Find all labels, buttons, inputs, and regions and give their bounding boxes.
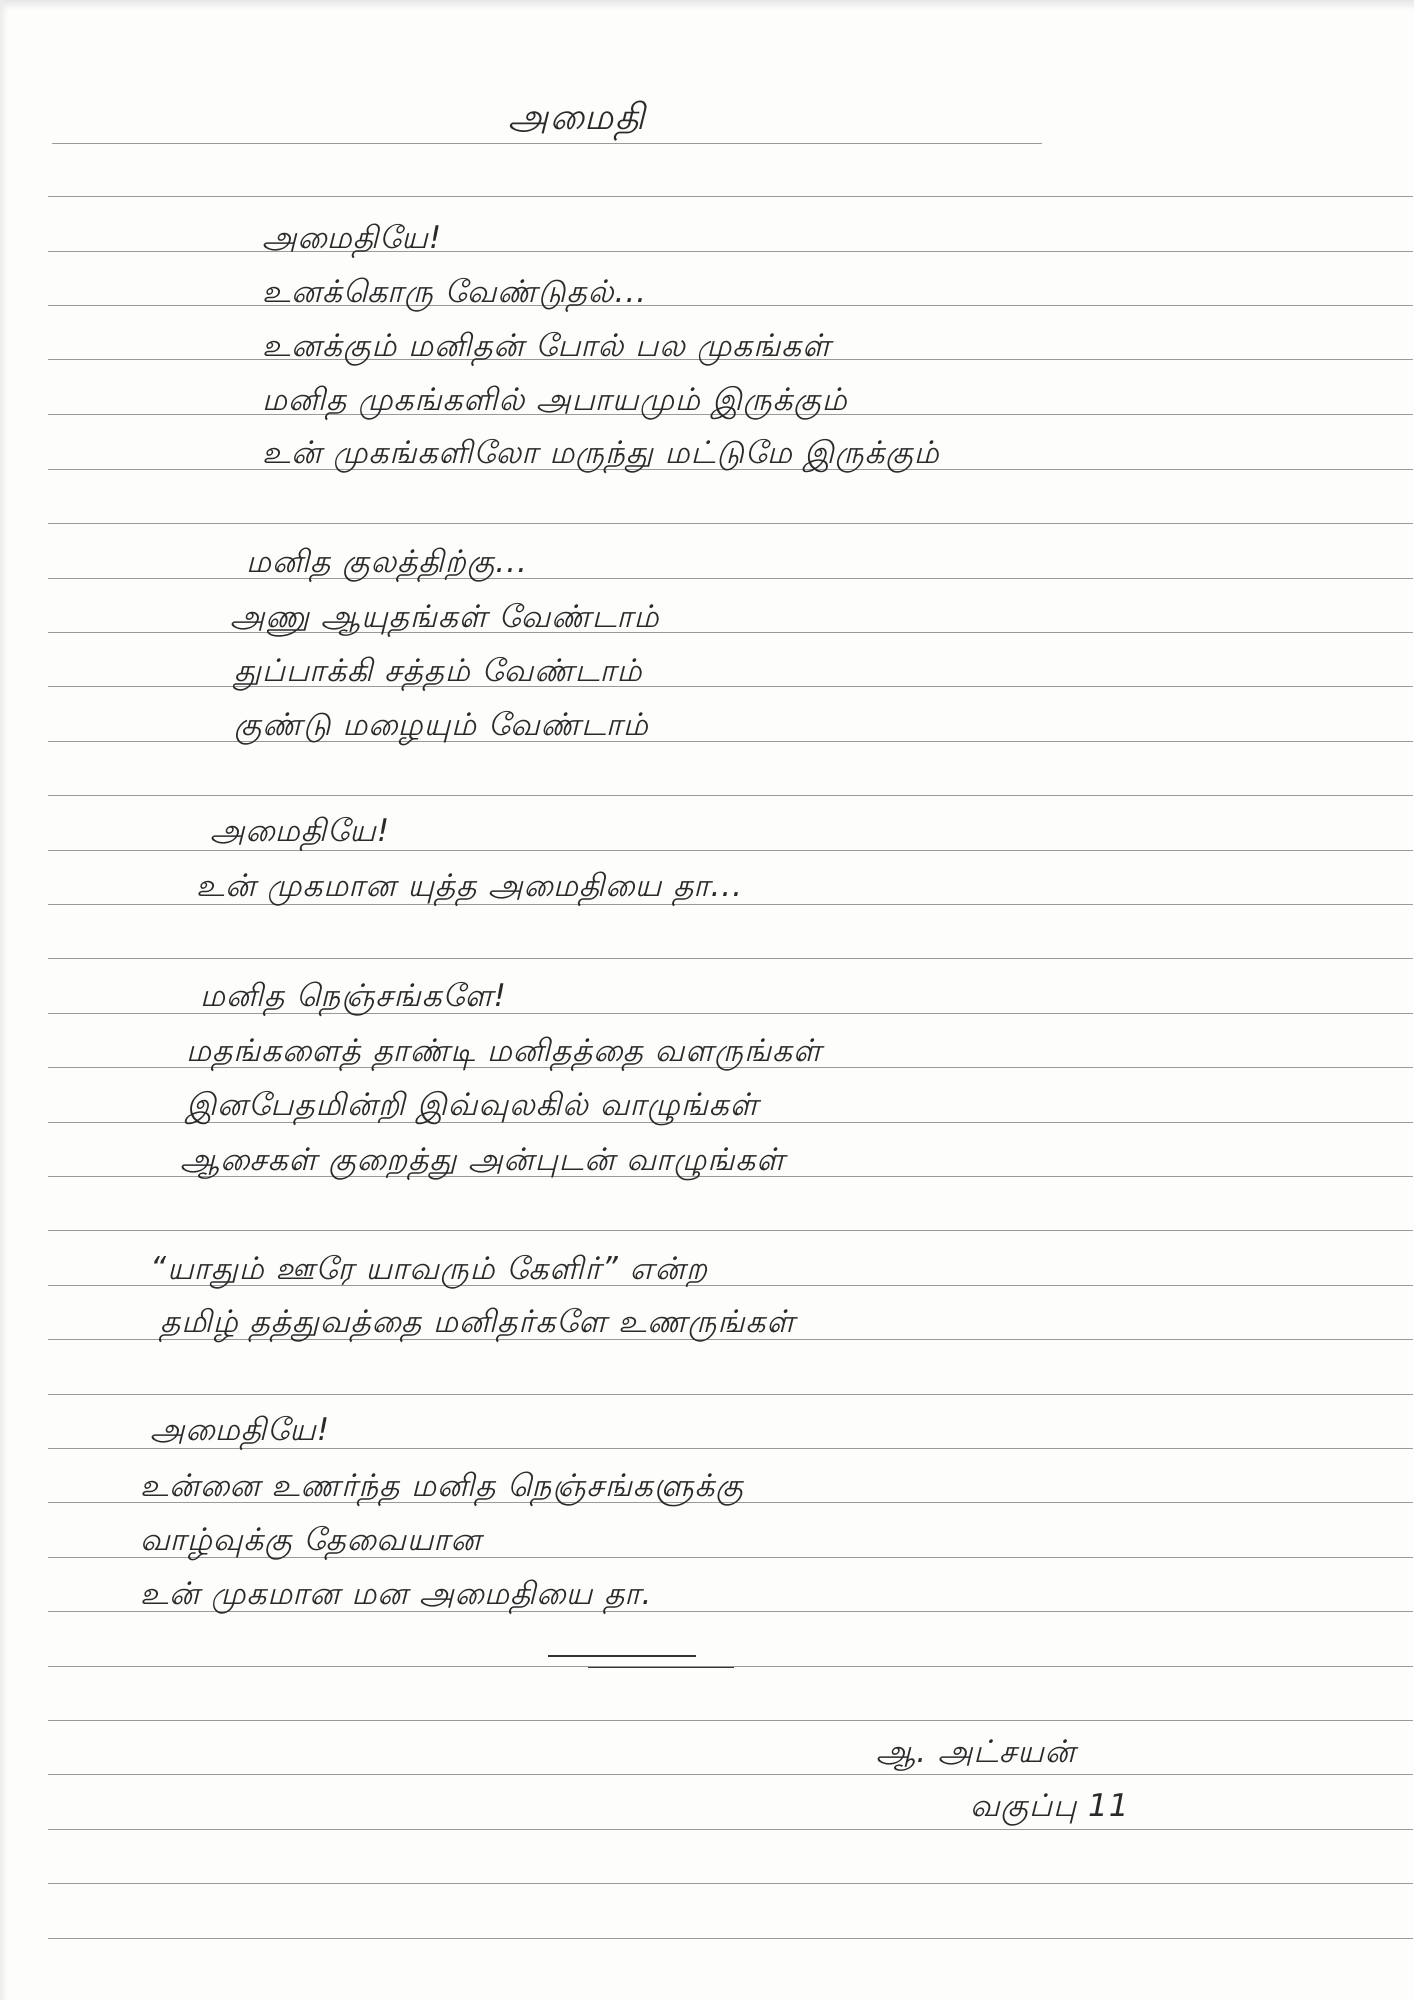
poem-title: அமைதி: [508, 97, 647, 138]
paper-edge-left: [0, 0, 8, 2000]
poem-line: உன்னை உணர்ந்த மனித நெஞ்சங்களுக்கு: [140, 1468, 744, 1504]
ruled-line: [48, 1829, 1413, 1830]
poem-line: உனக்கும் மனிதன் போல் பல முகங்கள்: [262, 328, 832, 364]
closing-underline: [588, 1667, 734, 1668]
ruled-line: [48, 523, 1413, 524]
poem-line: உன் முகங்களிலோ மருந்து மட்டுமே இருக்கும்: [262, 435, 940, 471]
poem-line: அமைதியே!: [262, 220, 443, 256]
poem-line: உனக்கொரு வேண்டுதல்...: [262, 274, 648, 310]
ruled-line: [48, 1938, 1413, 1939]
ruled-line: [48, 1883, 1413, 1884]
poem-line: உன் முகமான மன அமைதியை தா.: [140, 1576, 653, 1612]
poem-line: மனித குலத்திற்கு...: [246, 544, 528, 580]
ruled-line: [48, 1720, 1413, 1721]
ruled-line: [48, 958, 1413, 959]
poem-line: தமிழ் தத்துவத்தை மனிதர்களே உணருங்கள்: [160, 1304, 796, 1340]
closing-underline: [548, 1655, 696, 1657]
ruled-line: [48, 305, 1413, 306]
author-name: ஆ. அட்சயன்: [876, 1734, 1076, 1770]
poem-line: அமைதியே!: [150, 1412, 331, 1448]
paper-edge-top: [0, 0, 1414, 10]
poem-line: துப்பாக்கி சத்தம் வேண்டாம்: [234, 653, 643, 689]
poem-line: மதங்களைத் தாண்டி மனிதத்தை வளருங்கள்: [186, 1033, 822, 1069]
ruled-line: [48, 1394, 1413, 1395]
poem-line: குண்டு மழையும் வேண்டாம்: [234, 707, 649, 743]
poem-line: வாழ்வுக்கு தேவையான: [140, 1522, 482, 1558]
poem-line: இனபேதமின்றி இவ்வுலகில் வாழுங்கள்: [186, 1087, 759, 1123]
ruled-line: [48, 196, 1413, 197]
poem-line: ஆசைகள் குறைத்து அன்புடன் வாழுங்கள்: [180, 1142, 786, 1178]
poem-line: மனித முகங்களில் அபாயமும் இருக்கும்: [262, 382, 848, 418]
ruled-line: [48, 1230, 1413, 1231]
poem-line: அணு ஆயுதங்கள் வேண்டாம்: [230, 599, 660, 635]
ruled-line: [52, 143, 1042, 144]
poem-line: “யாதும் ஊரே யாவரும் கேளிர்” என்ற: [150, 1251, 708, 1287]
ruled-line: [48, 251, 1413, 252]
poem-line: அமைதியே!: [210, 813, 391, 849]
author-grade: வகுப்பு 11: [970, 1788, 1130, 1824]
ruled-line: [48, 795, 1413, 796]
poem-line: உன் முகமான யுத்த அமைதியை தா...: [196, 868, 744, 904]
poem-line: மனித நெஞ்சங்களே!: [200, 978, 507, 1014]
ruled-line: [48, 1774, 1413, 1775]
